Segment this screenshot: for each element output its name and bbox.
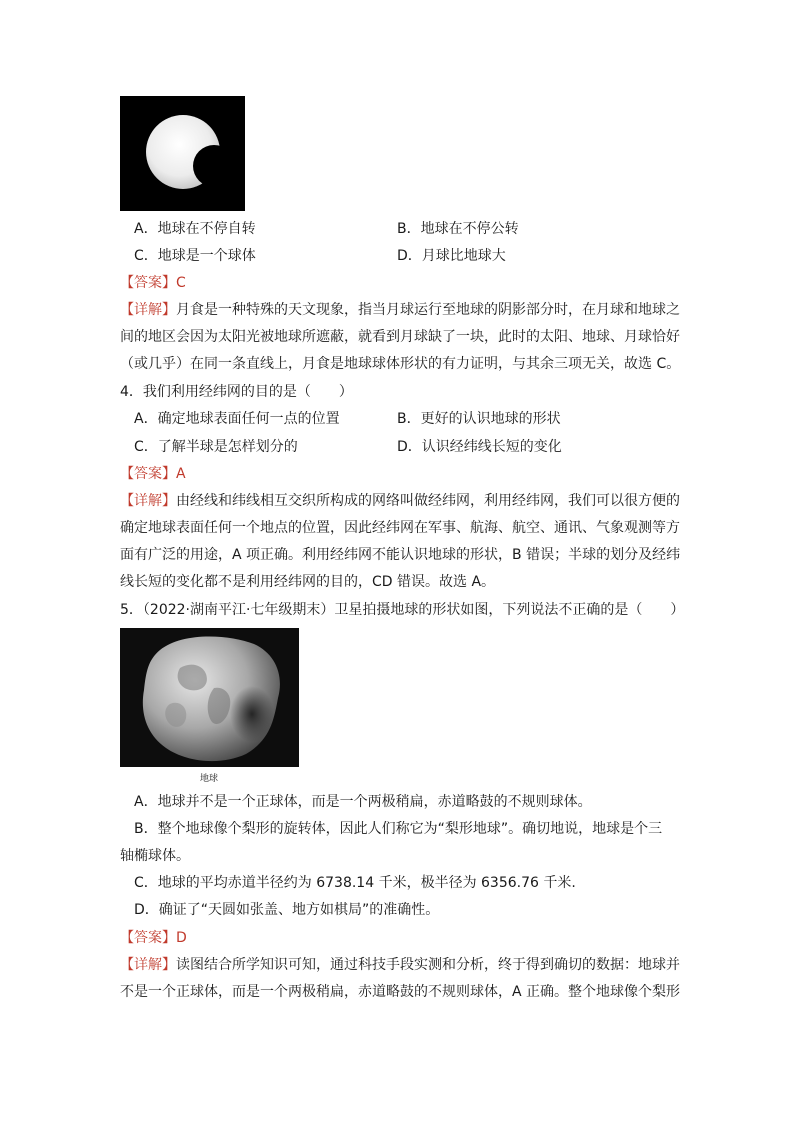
q5-option-c: C．地球的平均赤道半径约为 6738.14 千米，极半径为 6356.76 千米. bbox=[134, 875, 576, 891]
q4-stem: 4．我们利用经纬网的目的是（ ） bbox=[120, 384, 353, 400]
q3-detail-line-3: （或几乎）在同一条直线上，月食是地球球体形状的有力证明，与其余三项无关，故选 C。 bbox=[120, 356, 681, 372]
q5-detail-line-1 bbox=[120, 955, 680, 975]
detail-tag: 【详解】 bbox=[120, 302, 176, 318]
detail-tag: 【详解】 bbox=[120, 957, 176, 973]
q5-option-b-line-1: B．整个地球像个梨形的旋转体，因此人们称它为“梨形地球”。确切地说，地球是个三 bbox=[134, 821, 663, 837]
q4-detail-line-1 bbox=[120, 491, 680, 511]
detail-text: 月食是一种特殊的天文现象，指当月球运行至地球的阴影部分时，在月球和地球之 bbox=[176, 302, 680, 318]
answer-value: D bbox=[176, 930, 187, 946]
geoid-earth-illustration bbox=[120, 628, 299, 767]
q4-detail-line-2: 确定地球表面任何一个地点的位置，因此经纬网在军事、航海、航空、通讯、气象观测等方 bbox=[120, 520, 680, 536]
q4-option-a: A．确定地球表面任何一点的位置 bbox=[134, 411, 340, 427]
q4-option-b: B．更好的认识地球的形状 bbox=[397, 411, 561, 427]
q3-answer bbox=[120, 273, 186, 293]
q3-option-c: C．地球是一个球体 bbox=[134, 248, 256, 264]
q4-detail-line-4: 线长短的变化都不是利用经纬网的目的，CD 错误。故选 A。 bbox=[120, 574, 496, 590]
detail-text: 读图结合所学知识可知，通过科技手段实测和分析，终于得到确切的数据：地球并 bbox=[176, 957, 680, 973]
q5-answer bbox=[120, 928, 187, 948]
detail-tag: 【详解】 bbox=[120, 493, 176, 509]
q5-detail-line-2: 不是一个正球体，而是一个两极稍扁，赤道略鼓的不规则球体，A 正确。整个地球像个梨形 bbox=[120, 984, 681, 1000]
q3-option-a: A．地球在不停自转 bbox=[134, 221, 256, 237]
answer-value: A bbox=[176, 466, 186, 482]
q4-option-c: C．了解半球是怎样划分的 bbox=[134, 439, 298, 455]
q3-option-d: D．月球比地球大 bbox=[397, 248, 506, 264]
answer-tag: 【答案】 bbox=[120, 930, 176, 946]
earth-image-caption: 地球 bbox=[200, 774, 219, 784]
answer-value: C bbox=[176, 275, 186, 291]
q4-answer bbox=[120, 464, 186, 484]
q3-detail-line-1 bbox=[120, 300, 680, 320]
lunar-eclipse-image bbox=[120, 96, 245, 211]
q4-detail-line-3: 面有广泛的用途，A 项正确。利用经纬网不能认识地球的形状，B 错误；半球的划分及经纬 bbox=[120, 547, 681, 563]
q5-option-b-line-2: 轴椭球体。 bbox=[120, 848, 190, 864]
q5-option-d: D．确证了“天圆如张盖、地方如棋局”的准确性。 bbox=[134, 902, 440, 918]
answer-tag: 【答案】 bbox=[120, 466, 176, 482]
answer-tag: 【答案】 bbox=[120, 275, 176, 291]
partial-moon-illustration bbox=[120, 96, 245, 211]
q4-option-d: D．认识经纬线长短的变化 bbox=[397, 439, 562, 455]
detail-text: 由经线和纬线相互交织所构成的网络叫做经纬网，利用经纬网，我们可以很方便的 bbox=[176, 493, 680, 509]
q3-option-b: B．地球在不停公转 bbox=[397, 221, 519, 237]
q5-option-a: A．地球并不是一个正球体，而是一个两极稍扁，赤道略鼓的不规则球体。 bbox=[134, 794, 592, 810]
q3-detail-line-2: 间的地区会因为太阳光被地球所遮蔽，就看到月球缺了一块，此时的太阳、地球、月球恰好 bbox=[120, 329, 680, 345]
q5-stem: 5．（2022·湖南平江·七年级期末）卫星拍摄地球的形状如图，下列说法不正确的是（ ） bbox=[120, 602, 685, 618]
satellite-earth-image bbox=[120, 628, 299, 767]
